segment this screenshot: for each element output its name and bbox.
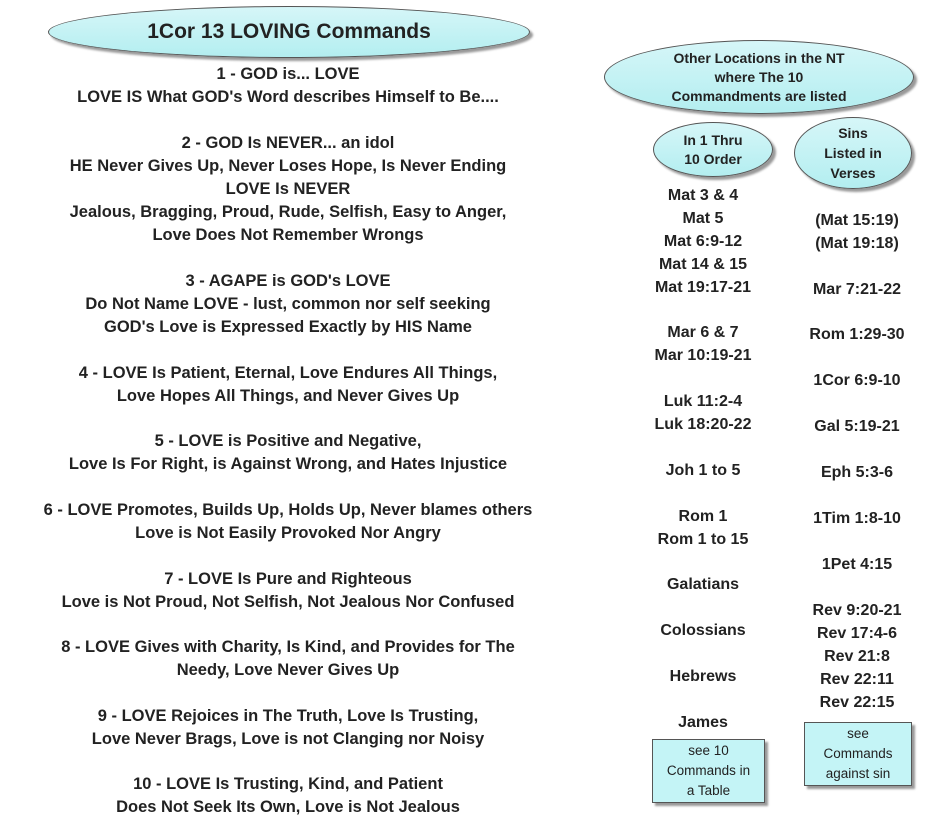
order-ref-group: [636, 459, 770, 482]
command-3-text: GOD's Love is Expressed Exactly by HIS Name: [103, 318, 472, 336]
sins-ref: 1Pet 4:15: [821, 556, 893, 573]
order-ref-group: [636, 665, 770, 688]
command-2-text: Love Does Not Remember Wrongs: [152, 226, 424, 244]
see-commands-table-link[interactable]: see 10 Commands in a Table: [652, 739, 765, 803]
sins-ref: Rev 22:11: [820, 671, 894, 688]
sins-ref: Rev 21:8: [824, 648, 890, 665]
command-5-heading: 5 - LOVE is Positive and Negative,: [154, 432, 422, 450]
command-1-heading: 1 - GOD is... LOVE: [216, 65, 360, 83]
command-9-heading: 9 - LOVE Rejoices in The Truth, Love Is Trusting,: [97, 707, 479, 725]
command-2-text: HE Never Gives Up, Never Loses Hope, Is Never Ending: [69, 157, 507, 175]
order-ref: Hebrews: [669, 668, 737, 685]
sins-ref-group: [790, 415, 924, 438]
command-6: [0, 499, 576, 545]
order-ref: James: [678, 714, 728, 731]
command-3: [0, 270, 576, 339]
sins-ref: Gal 5:19-21: [814, 418, 900, 435]
command-4: [0, 362, 576, 408]
order-ref: Galatians: [666, 576, 740, 593]
command-8-text: Needy, Love Never Gives Up: [176, 661, 400, 679]
command-10-text: Does Not Seek Its Own, Love is Not Jealous: [116, 798, 460, 816]
sins-ref: Rev 17:4-6: [816, 625, 898, 642]
command-6-text: Love is Not Easily Provoked Nor Angry: [135, 524, 441, 542]
command-9-text: Love Never Brags, Love is not Clanging nor Noisy: [91, 730, 485, 748]
command-10: [0, 773, 576, 819]
order-ref-group: [636, 711, 770, 734]
sins-ref: Eph 5:3-6: [820, 464, 893, 481]
order-ref-group: [636, 390, 770, 436]
sins-ref-group: [790, 553, 924, 576]
sins-ref: Rev 22:15: [819, 694, 895, 711]
sins-header: Sins Listed in Verses: [794, 117, 912, 189]
order-ref-group: [636, 184, 770, 299]
sins-ref-group: [790, 507, 924, 530]
sins-ref: 1Tim 1:8-10: [813, 510, 901, 527]
command-6-heading: 6 - LOVE Promotes, Builds Up, Holds Up, Never blames others: [43, 501, 533, 519]
order-ref-group: [636, 619, 770, 642]
command-2-text: Jealous, Bragging, Proud, Rude, Selfish, Easy to Anger,: [69, 203, 507, 221]
command-1-text: LOVE IS What GOD's Word describes Himself to Be....: [77, 88, 499, 106]
command-5: [0, 430, 576, 476]
order-ref: Luk 11:2-4: [663, 393, 743, 410]
command-10-heading: 10 - LOVE Is Trusting, Kind, and Patient: [133, 775, 443, 793]
sins-ref: 1Cor 6:9-10: [813, 372, 901, 389]
command-4-text: Love Hopes All Things, and Never Gives Up: [116, 387, 460, 405]
sins-ref: Mar 7:21-22: [812, 281, 902, 298]
order-ref: Mar 6 & 7: [667, 324, 739, 341]
sins-ref: (Mat 19:18): [815, 235, 899, 252]
command-1: [0, 63, 576, 109]
sins-ref-group: [790, 369, 924, 392]
order-ref: Rom 1: [678, 508, 728, 525]
command-2-heading: 2 - GOD Is NEVER... an idol: [181, 134, 395, 152]
command-3-text: Do Not Name LOVE - lust, common nor self seeking: [85, 295, 491, 313]
order-header: In 1 Thru 10 Order: [653, 122, 773, 177]
order-ref-group: [636, 505, 770, 551]
sins-ref: (Mat 15:19): [815, 212, 899, 229]
order-ref: Colossians: [660, 622, 746, 639]
command-7-text: Love is Not Proud, Not Selfish, Not Jealous Nor Confused: [61, 593, 515, 611]
see-commands-against-sin-link[interactable]: see Commands against sin: [804, 722, 912, 786]
order-ref: Mat 14 & 15: [658, 256, 748, 273]
command-2-text: LOVE Is NEVER: [225, 180, 351, 198]
order-ref-group: [636, 573, 770, 596]
sins-ref: Rom 1:29-30: [809, 326, 905, 343]
order-ref: Mat 3 & 4: [667, 187, 739, 204]
sins-ref-group: [790, 278, 924, 301]
command-7: [0, 568, 576, 614]
command-8-heading: 8 - LOVE Gives with Charity, Is Kind, and Provides for The: [61, 638, 515, 656]
command-5-text: Love Is For Right, is Against Wrong, and Hates Injustice: [68, 455, 508, 473]
order-ref: Luk 18:20-22: [654, 416, 752, 433]
command-8: [0, 636, 576, 682]
order-ref: Mar 10:19-21: [654, 347, 752, 364]
sins-ref-group: [790, 209, 924, 255]
command-3-heading: 3 - AGAPE is GOD's LOVE: [185, 272, 391, 290]
order-ref: Rom 1 to 15: [657, 531, 749, 548]
command-9: [0, 705, 576, 751]
other-locations-header: Other Locations in the NT where The 10 Commandments are listed: [604, 40, 914, 114]
command-4-heading: 4 - LOVE Is Patient, Eternal, Love Endures All Things,: [78, 364, 498, 382]
sins-ref-group: [790, 461, 924, 484]
command-7-heading: 7 - LOVE Is Pure and Righteous: [164, 570, 412, 588]
order-ref: Mat 6:9-12: [663, 233, 743, 250]
order-ref: Joh 1 to 5: [665, 462, 741, 479]
command-2: [0, 132, 576, 247]
page-title: 1Cor 13 LOVING Commands: [48, 6, 530, 58]
order-ref: Mat 19:17-21: [654, 279, 752, 296]
order-ref-group: [636, 321, 770, 367]
order-ref: Mat 5: [682, 210, 724, 227]
sins-ref-group: [790, 599, 924, 714]
sins-ref: Rev 9:20-21: [812, 602, 902, 619]
sins-ref-group: [790, 323, 924, 346]
